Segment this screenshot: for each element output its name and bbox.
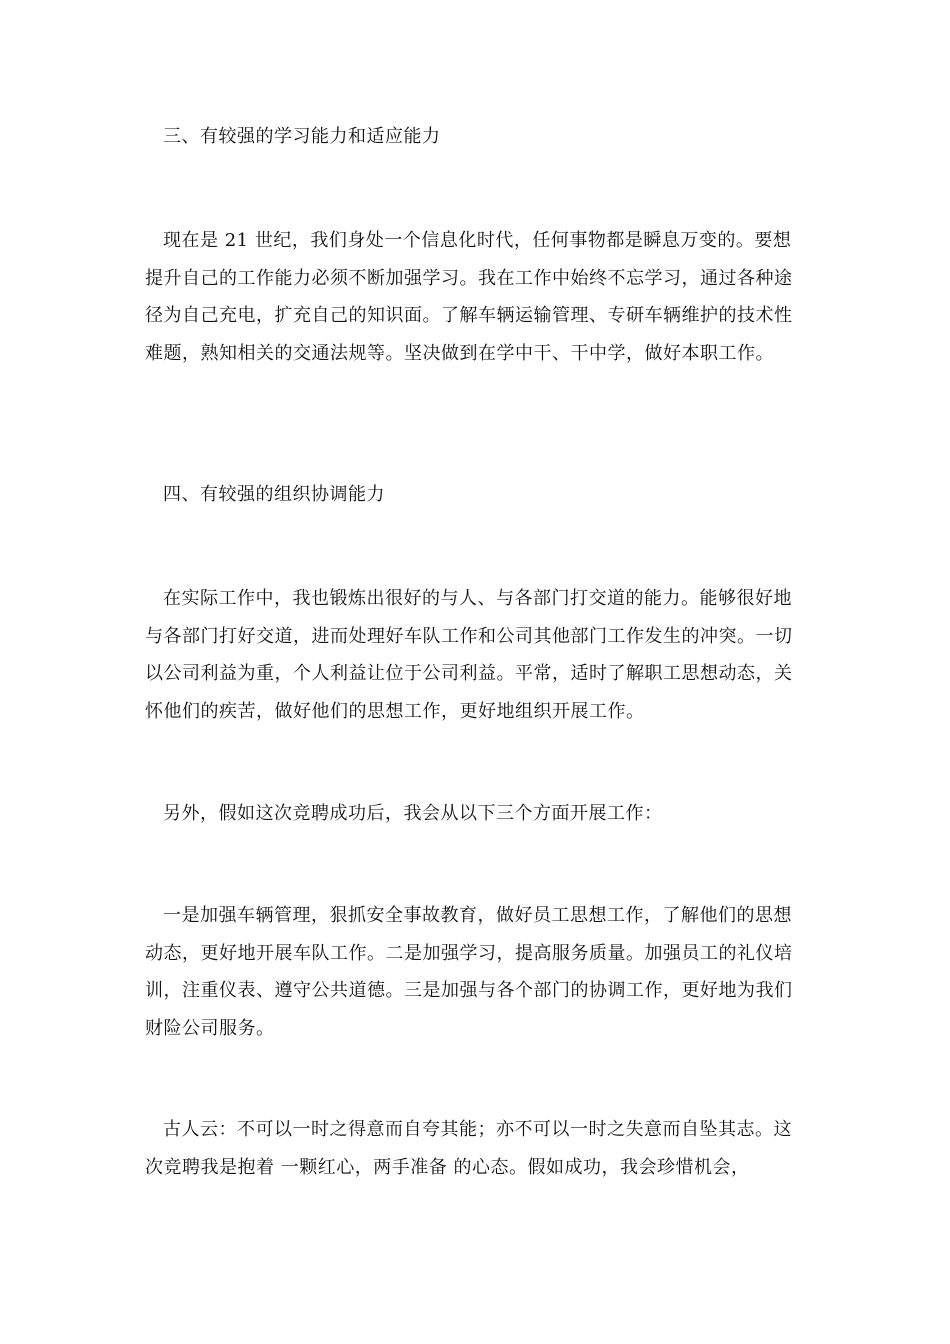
paragraph-plan-details: 一是加强车辆管理，狠抓安全事故教育，做好员工思想工作，了解他们的思想动态，更好地开展车队工作。二是加强学习，提高服务质量。加强员工的礼仪培训，注重仪表、遵守公共道德。三是加强与各个部门的协调工作，更好地为我们财险公司服务。 [145, 905, 793, 1039]
section-heading-coordination: 四、有较强的组织协调能力 [163, 484, 385, 505]
paragraph-coordination-ability: 在实际工作中，我也锻炼出很好的与人、与各部门打交道的能力。能够很好地与各部门打好交道，进而处理好车队工作和公司其他部门工作发生的冲突。一切以公司利益为重，个人利益让位于公司利益。平常，适时了解职工思想动态，关怀他们的疾苦，做好他们的思想工作，更好地组织开展工作。 [145, 588, 793, 722]
paragraph-plan-intro: 另外，假如这次竞聘成功后，我会从以下三个方面开展工作： [163, 803, 663, 824]
section-heading-learning: 三、有较强的学习能力和适应能力 [163, 126, 441, 147]
paragraph-closing: 古人云：不可以一时之得意而自夸其能；亦不可以一时之失意而自坠其志。这次竞聘我是抱着 一颗红心，两手准备 的心态。假如成功，我会珍惜机会， [145, 1119, 792, 1178]
paragraph-learning-ability: 现在是 21 世纪，我们身处一个信息化时代，任何事物都是瞬息万变的。要想提升自己的工作能力必须不断加强学习。我在工作中始终不忘学习，通过各种途径为自己充电，扩充自己的知识面。了解车辆运输管理、专研车辆维护的技术性难题，熟知相关的交通法规等。坚决做到在学中干、干中学，做好本职工作。 [145, 230, 793, 364]
